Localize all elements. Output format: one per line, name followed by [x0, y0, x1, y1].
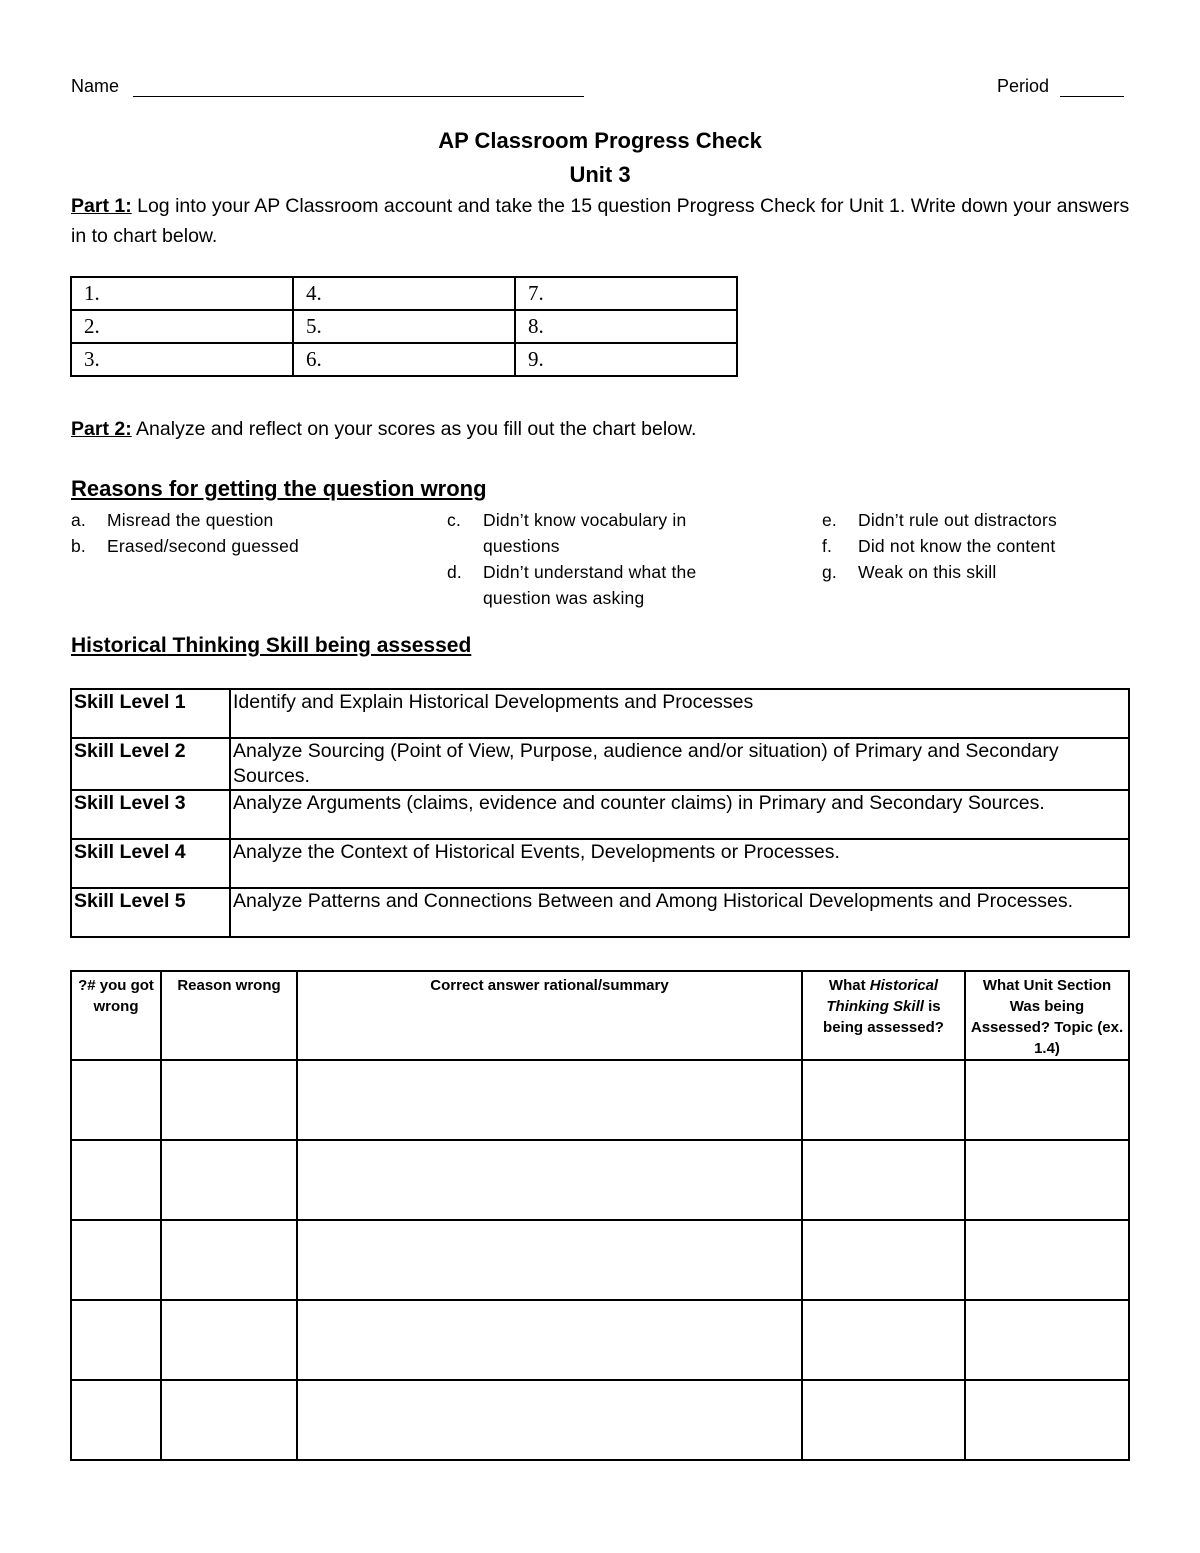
tracking-cell[interactable]: [161, 1060, 297, 1140]
reason-letter: b.: [71, 536, 86, 556]
reason-text: Didn’t know vocabulary in questions: [483, 510, 687, 556]
tracking-cell[interactable]: [802, 1220, 965, 1300]
reason-text: Did not know the content: [858, 536, 1056, 556]
skills-heading: Historical Thinking Skill being assessed: [71, 634, 472, 657]
tracking-cell[interactable]: [71, 1140, 161, 1220]
answer-row: [71, 277, 737, 310]
skill-level: Skill Level 2: [71, 738, 230, 790]
reason-letter: d.: [447, 562, 462, 582]
reason-letter: c.: [447, 510, 462, 530]
answer-grid: [70, 276, 738, 377]
table-row: [71, 1220, 1129, 1300]
reason-text: Weak on this skill: [858, 562, 997, 582]
answer-row: [71, 343, 737, 376]
page-title: AP Classroom Progress Check: [438, 128, 762, 153]
tracking-cell[interactable]: [71, 1220, 161, 1300]
skill-row: [71, 738, 1129, 790]
answer-cell[interactable]: 2.: [71, 310, 293, 343]
reason-text: Didn’t rule out distractors: [858, 510, 1057, 530]
table-row: [71, 1140, 1129, 1220]
answer-cell[interactable]: 5.: [293, 310, 515, 343]
part2-text: Analyze and reflect on your scores as you fill out the chart below.: [131, 418, 697, 440]
reason-text: Erased/second guessed: [107, 536, 299, 556]
skill-description: Analyze Arguments (claims, evidence and counter claims) in Primary and Secondary Sources.: [230, 790, 1129, 839]
tracking-header-row: [71, 971, 1129, 1060]
skill-level: Skill Level 4: [71, 839, 230, 888]
period-blank[interactable]: [1060, 96, 1124, 97]
tracking-cell[interactable]: [297, 1060, 802, 1140]
skills-table: [70, 688, 1130, 938]
tracking-cell[interactable]: [965, 1300, 1129, 1380]
tracking-cell[interactable]: [802, 1060, 965, 1140]
part2-label: Part 2:: [71, 418, 132, 440]
skill-row: [71, 839, 1129, 888]
col-skill-pre: What: [828, 977, 870, 994]
tracking-cell[interactable]: [297, 1220, 802, 1300]
skill-row: [71, 790, 1129, 839]
name-blank[interactable]: [133, 96, 584, 97]
tracking-cell[interactable]: [802, 1140, 965, 1220]
table-row: [71, 1060, 1129, 1140]
tracking-cell[interactable]: [71, 1380, 161, 1460]
tracking-table: [70, 970, 1130, 1461]
col-skill-post: is being assessed?: [823, 998, 944, 1036]
tracking-cell[interactable]: [161, 1300, 297, 1380]
reason-letter: g.: [822, 562, 837, 582]
skill-description: Analyze the Context of Historical Events, Developments or Processes.: [230, 839, 1129, 888]
col-skill-assessed: [802, 971, 965, 1060]
col-reason-wrong: Reason wrong: [161, 971, 297, 1060]
col-question-number: ?# you got wrong: [71, 971, 161, 1060]
skill-level: Skill Level 5: [71, 888, 230, 937]
table-row: [71, 1380, 1129, 1460]
skill-description: Identify and Explain Historical Developments and Processes: [230, 689, 1129, 738]
tracking-cell[interactable]: [71, 1300, 161, 1380]
answer-cell[interactable]: 4.: [293, 277, 515, 310]
reason-letter: a.: [71, 510, 86, 530]
skill-row: [71, 888, 1129, 937]
reason-letter: e.: [822, 510, 837, 530]
tracking-cell[interactable]: [965, 1220, 1129, 1300]
tracking-cell[interactable]: [71, 1060, 161, 1140]
tracking-cell[interactable]: [802, 1300, 965, 1380]
skill-description: Analyze Patterns and Connections Between and Among Historical Developments and Processes.: [230, 888, 1129, 937]
col-correct-answer: Correct answer rational/summary: [297, 971, 802, 1060]
reason-text: Didn’t understand what the question was asking: [483, 562, 697, 608]
tracking-cell[interactable]: [965, 1380, 1129, 1460]
skill-level: Skill Level 3: [71, 790, 230, 839]
tracking-cell[interactable]: [965, 1140, 1129, 1220]
tracking-cell[interactable]: [297, 1380, 802, 1460]
tracking-cell[interactable]: [161, 1140, 297, 1220]
answer-row: [71, 310, 737, 343]
part1-instructions: [71, 191, 1131, 251]
col-unit-section: What Unit Section Was being Assessed? Topic (ex. 1.4): [965, 971, 1129, 1060]
col-skill-em: Historical Thinking Skill: [826, 977, 939, 1015]
answer-cell[interactable]: 8.: [515, 310, 737, 343]
tracking-cell[interactable]: [965, 1060, 1129, 1140]
name-label: Name: [71, 76, 120, 96]
part1-text: Log into your AP Classroom account and take the 15 question Progress Check for Unit 1. Write down your answers in to chart below.: [71, 195, 1130, 247]
reason-letter: f.: [822, 536, 833, 556]
answer-cell[interactable]: 9.: [515, 343, 737, 376]
tracking-cell[interactable]: [161, 1220, 297, 1300]
answer-cell[interactable]: 3.: [71, 343, 293, 376]
tracking-cell[interactable]: [297, 1300, 802, 1380]
tracking-cell[interactable]: [802, 1380, 965, 1460]
tracking-cell[interactable]: [297, 1140, 802, 1220]
table-row: [71, 1300, 1129, 1380]
page-subtitle: Unit 3: [569, 162, 631, 187]
answer-cell[interactable]: 6.: [293, 343, 515, 376]
answer-cell[interactable]: 7.: [515, 277, 737, 310]
part1-label: Part 1:: [71, 195, 132, 217]
reason-text: Misread the question: [107, 510, 274, 530]
skill-description: Analyze Sourcing (Point of View, Purpose, audience and/or situation) of Primary and Secondary Sources.: [230, 738, 1129, 790]
skill-level: Skill Level 1: [71, 689, 230, 738]
tracking-cell[interactable]: [161, 1380, 297, 1460]
skill-row: [71, 689, 1129, 738]
period-label: Period: [997, 76, 1050, 96]
reasons-heading: Reasons for getting the question wrong: [71, 476, 487, 501]
answer-cell[interactable]: 1.: [71, 277, 293, 310]
part2-instructions: [71, 414, 1131, 444]
